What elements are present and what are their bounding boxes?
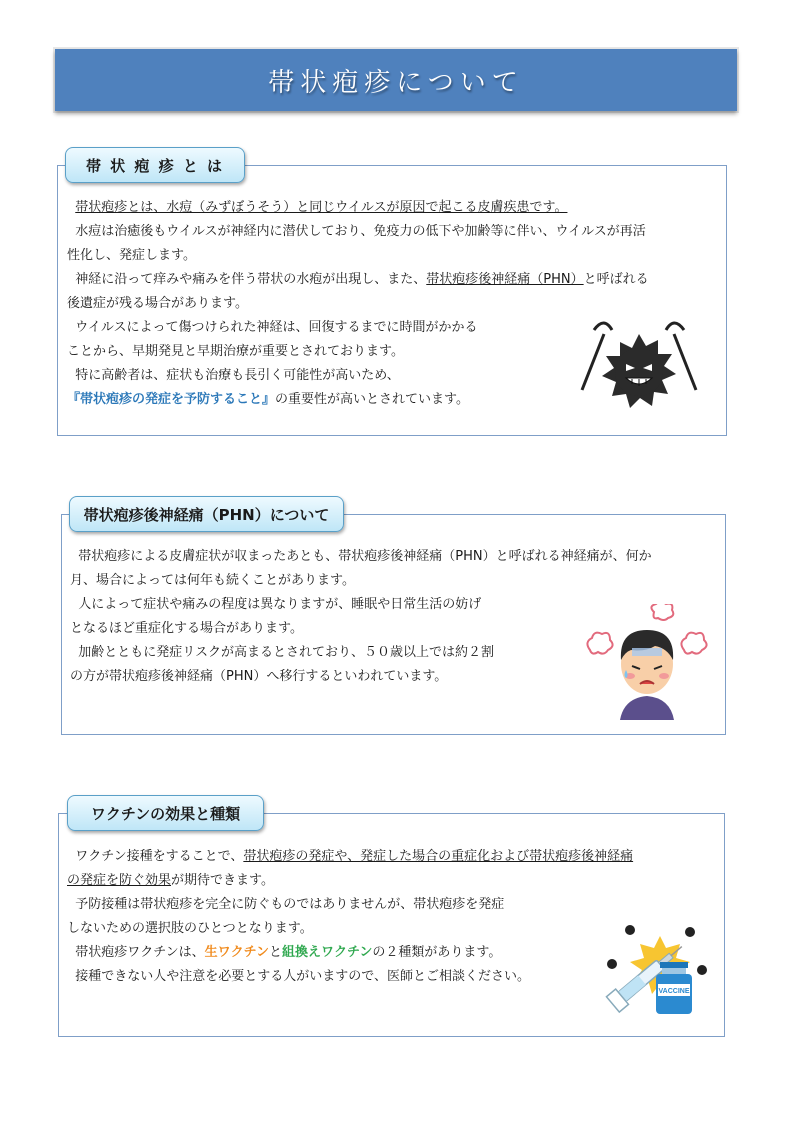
phn-term: 帯状疱疹後神経痛（PHN） [426, 272, 584, 287]
text-line: の重要性が高いとされています。 [275, 392, 469, 407]
text-line: 性化し、発症します。 [67, 248, 196, 263]
section-shingles-title: 帯 状 疱 疹 と は [85, 156, 225, 175]
text-line: しないための選択肢のひとつとなります。 [67, 921, 313, 936]
page-title: 帯状疱疹について [268, 67, 524, 98]
text-line: ことから、早期発見と早期治療が重要とされております。 [67, 344, 404, 359]
vaccine-effect-text: 帯状疱疹の発症や、発症した場合の重症化および帯状疱疹後神経痛 [243, 849, 634, 864]
text-line: の２種類があります。 [372, 945, 502, 960]
text-line: ワクチン接種をすることで、 [75, 849, 244, 864]
text-line: 月、場合によっては何年も続くことがあります。 [70, 573, 355, 588]
vaccine-effect-text: の発症を防ぐ効果 [67, 873, 172, 888]
text-line: 後遺症が残る場合があります。 [67, 296, 248, 311]
text-line: 水痘は治癒後もウイルスが神経内に潜伏しており、免疫力の低下や加齢等に伴い、ウイルスが再活 [75, 224, 646, 239]
text-line: 神経に沿って痒みや痛みを伴う帯状の水疱が出現し、また、 [75, 272, 427, 287]
text-line: 人によって症状や痛みの程度は異なりますが、睡眠や日常生活の妨げ [78, 597, 482, 612]
text-line: 予防接種は帯状疱疹を完全に防ぐものではありませんが、帯状疱疹を発症 [75, 897, 505, 912]
sick-person-icon [584, 604, 710, 720]
section-phn-tab [69, 496, 344, 532]
text-line: ウイルスによって傷つけられた神経は、回復するまでに時間がかかる [75, 320, 478, 335]
live-vaccine-term: 生ワクチン [204, 945, 269, 960]
vaccine-syringe-icon [602, 918, 718, 1018]
text-line: 帯状疱疹ワクチンは、 [75, 945, 205, 960]
text-line: が期待できます。 [171, 873, 274, 888]
virus-character-icon [568, 312, 710, 422]
text-line: 帯状疱疹による皮膚症状が収まったあとも、帯状疱疹後神経痛（PHN）と呼ばれる神経痛が、何か [78, 549, 652, 564]
text-line: 接種できない人や注意を必要とする人がいますので、医師とご相談ください。 [75, 969, 531, 984]
section-vaccine-tab [67, 795, 264, 831]
text-line: と呼ばれる [583, 272, 649, 287]
recombinant-vaccine-term: 組換えワクチン [282, 945, 373, 960]
prevention-emphasis: 『帯状疱疹の発症を予防すること』 [67, 392, 276, 407]
section-vaccine-title: ワクチンの効果と種類 [90, 804, 241, 823]
section-shingles-tab [65, 147, 245, 183]
text-line: と [268, 945, 282, 960]
text-line: 加齢とともに発症リスクが高まるとされており、５０歳以上では約２割 [78, 645, 495, 660]
text-line: となるほど重症化する場合があります。 [70, 621, 303, 636]
page-header-banner [55, 49, 737, 111]
section-phn-title: 帯状疱疹後神経痛（PHN）について [83, 505, 330, 524]
shingles-definition: 帯状疱疹とは、水痘（みずぼうそう）と同じウイルスが原因で起こる皮膚疾患です。 [75, 200, 568, 215]
vaccine-label: VACCINE [658, 988, 690, 995]
text-line: の方が帯状疱疹後神経痛（PHN）へ移行するといわれています。 [70, 669, 448, 684]
text-line: 特に高齢者は、症状も治療も長引く可能性が高いため、 [75, 368, 400, 383]
